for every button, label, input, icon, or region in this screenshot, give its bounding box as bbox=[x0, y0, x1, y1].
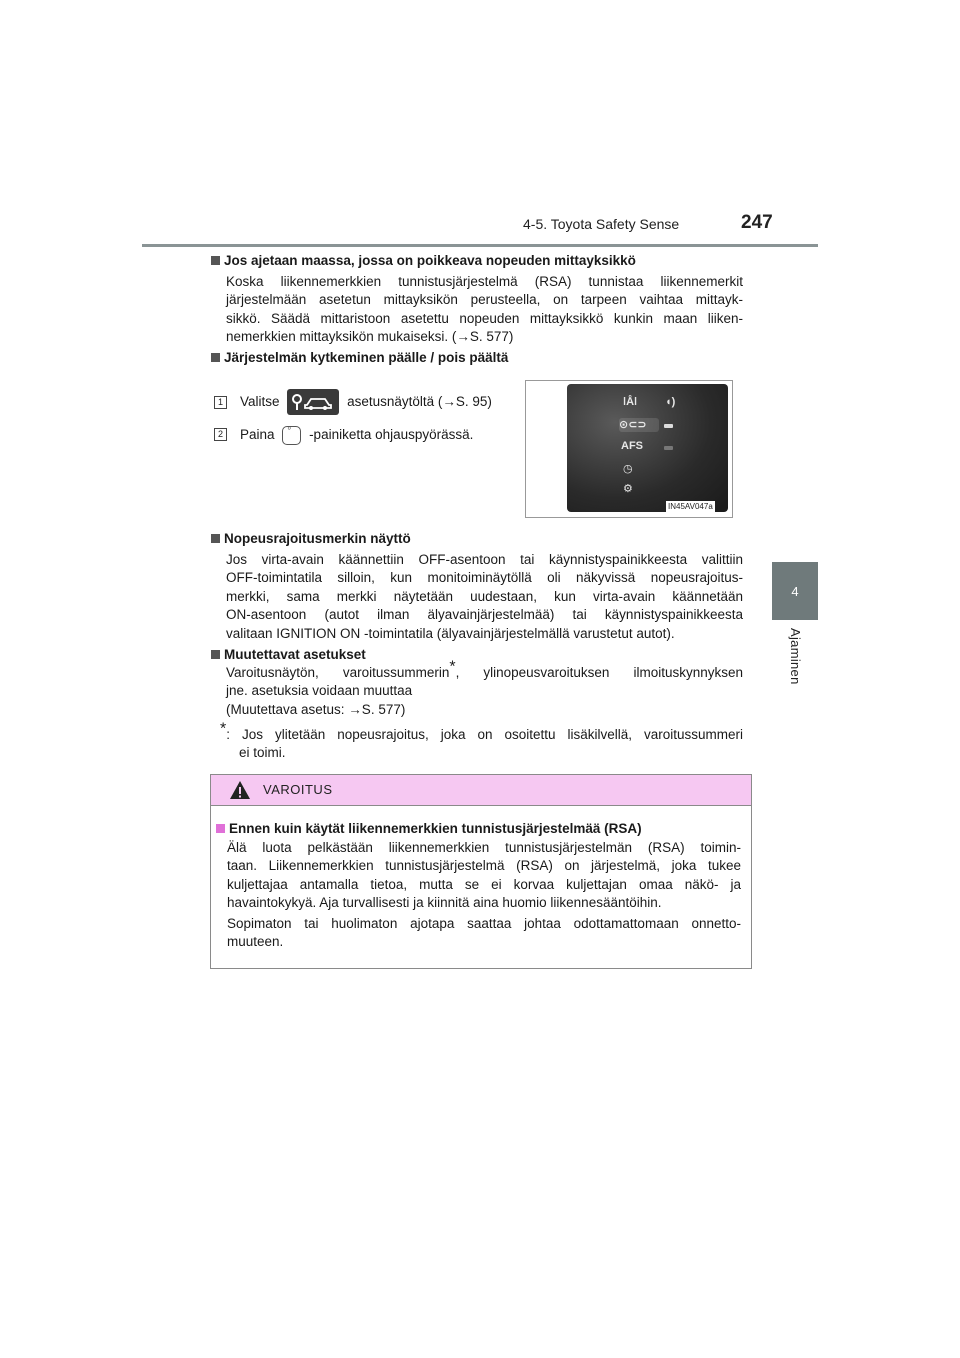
page-number: 247 bbox=[741, 212, 773, 233]
warning-box bbox=[210, 774, 752, 969]
toggle-heading: Järjestelmän kytkeminen päälle / pois päältä bbox=[211, 350, 508, 365]
chapter-tab-number: 4 bbox=[772, 562, 818, 620]
image-code: IN45AV047a bbox=[668, 502, 713, 511]
header-section-title: 4-5. Toyota Safety Sense bbox=[523, 216, 680, 232]
car-settings-icon: ⚙ bbox=[623, 483, 633, 495]
clock-icon: ◷ bbox=[623, 463, 633, 475]
units-paragraph: Koska liikennemerkkien tunnistusjärjestelmä (RSA) tunnistaa liikennemerkit järjestelmään asetetun mittayksikön perusteella, on tarpeen vaihtaa mittayk- sikkö. Säädä mittaristoon asetettu nopeuden mittayksikkö kunkin maan liiken- nemerkkien mittayksikön mukaiseksi. (→S. 577) bbox=[226, 274, 743, 345]
lka-icon: ǀÅǀ bbox=[623, 396, 638, 408]
step-2-text: Paina ° -painiketta ohjauspyörässä. bbox=[240, 426, 473, 445]
chapter-tab-label: Ajaminen bbox=[788, 628, 803, 685]
afs-label: AFS bbox=[621, 440, 643, 452]
settings-paragraph: Varoitusnäytön, varoitussummerin*, ylinopeusvaroituksen ilmoituskynnyksen jne. asetuksia voidaan muuttaa (Muutettava asetus: →S. 577) bbox=[226, 658, 743, 717]
rsa-icon: ⊙⊂⊃ bbox=[619, 418, 659, 432]
settings-heading: Muutettavat asetukset bbox=[211, 647, 366, 662]
settings-screen-display bbox=[567, 384, 728, 512]
step-2-marker: 2 bbox=[214, 428, 227, 441]
footnote-asterisk: * bbox=[220, 720, 227, 738]
square-bullet-icon bbox=[211, 256, 220, 265]
warning-header bbox=[211, 775, 751, 806]
units-heading: Jos ajetaan maassa, jossa on poikkeava nopeuden mittayksikkö bbox=[211, 253, 636, 268]
asterisk-marker: * bbox=[449, 658, 456, 676]
rsa-state-indicator bbox=[664, 424, 673, 428]
square-bullet-icon bbox=[211, 353, 220, 362]
settings-footnote: *: Jos ylitetään nopeusrajoitus, joka on osoitettu lisäkilvellä, varoitussummeri ei toimi. bbox=[220, 720, 743, 761]
square-bullet-icon bbox=[211, 650, 220, 659]
header-divider bbox=[142, 244, 818, 247]
warning-paragraph-1: Älä luota pelkästään liikennemerkkien tunnistusjärjestelmän (RSA) toimin- taan. Liikennemerkkien tunnistusjärjestelmä (RSA) on järjestelmä, joka tukee kuljettajaa antamalla tietoa, mutta se ei korvaa kuljettajan omaa näkö- ja havaintokykyä. Aja turvallisesti ja kiinnitä aina huomio liikennesääntöihin. bbox=[227, 840, 741, 911]
warning-triangle-icon bbox=[229, 780, 251, 800]
warning-paragraph-2: Sopimaton tai huolimaton ajotapa saattaa johtaa odottamattomaan onnetto- muuteen. bbox=[227, 916, 741, 950]
warning-label: VAROITUS bbox=[263, 782, 333, 797]
afs-state-indicator bbox=[664, 446, 673, 450]
sound-icon: ◖) bbox=[665, 396, 676, 408]
rsa-settings-icon bbox=[287, 389, 339, 415]
display-heading: Nopeusrajoitusmerkin näyttö bbox=[211, 531, 411, 546]
steering-wheel-button-icon bbox=[282, 426, 301, 445]
square-bullet-icon bbox=[211, 534, 220, 543]
square-bullet-icon bbox=[216, 824, 225, 833]
step-1-text: Valitse asetusnäytöltä (→S. 95) bbox=[240, 389, 492, 415]
warning-heading: Ennen kuin käytät liikennemerkkien tunnistusjärjestelmää (RSA) bbox=[216, 821, 642, 836]
display-paragraph: Jos virta-avain käännettiin OFF-asentoon tai käynnistyspainikkeesta valittiin OFF-toimintatila silloin, kun monitoiminäytöllä oli näkyvissä nopeusrajoitus- merkki, sama merkki näytetään uudestaan, kun virta-avain käännetään ON-asentoon (autot ilman älyavainjärjestelmää) tai käynnistyspainikkeesta valitaan IGNITION ON -toimintatila (älyavainjärjestelmällä varustetut autot). bbox=[226, 552, 743, 641]
step-1-marker: 1 bbox=[214, 396, 227, 409]
